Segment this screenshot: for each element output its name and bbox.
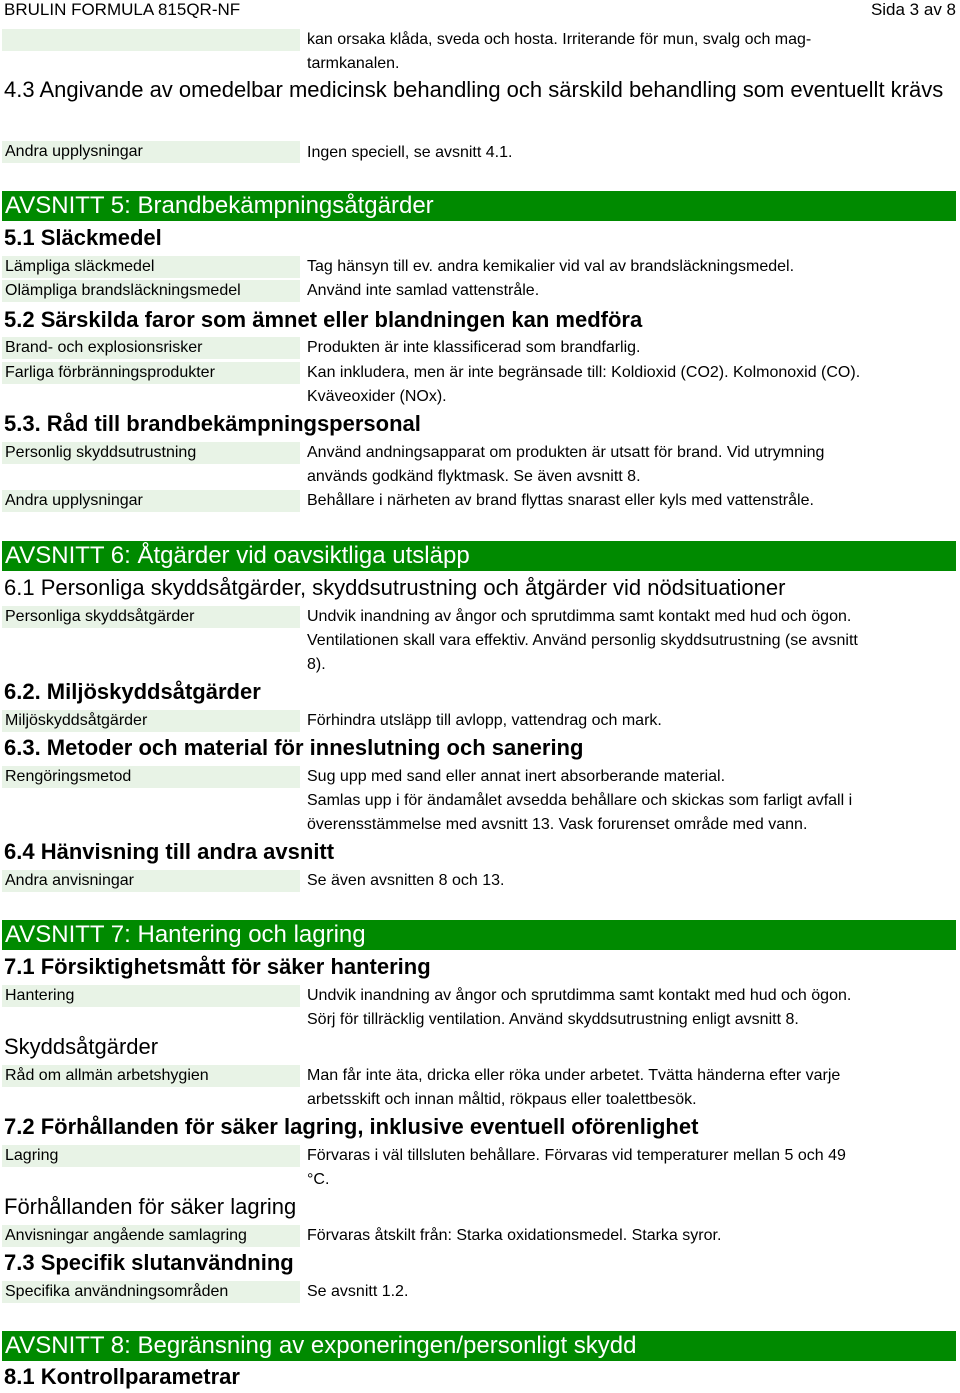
cleaning-method-value-line2: Samlas upp i för ändamålet avsedda behållare och skickas som farligt avfall i xyxy=(307,792,853,809)
storage-value-line2: °C. xyxy=(307,1171,330,1188)
unsuitable-media-value: Använd inte samlad vattenstråle. xyxy=(307,282,540,299)
product-name: BRULIN FORMULA 815QR-NF xyxy=(4,0,241,19)
co-storage-value: Förvaras åtskilt från: Starka oxidationsmedel. Starka syror. xyxy=(307,1227,722,1244)
ppe-label: Personlig skyddsutrustning xyxy=(2,442,300,464)
subsection-4-3-title: 4.3 Angivande av omedelbar medicinsk behandling och särskild behandling som eventuellt krävs xyxy=(4,77,944,102)
section-8-title: AVSNITT 8: Begränsning av exponeringen/personligt skydd xyxy=(2,1331,956,1361)
other-info-value: Ingen speciell, se avsnitt 4.1. xyxy=(307,144,513,161)
ppe-value-line1: Använd andningsapparat om produkten är utsatt för brand. Vid utrymning xyxy=(307,444,825,461)
cleaning-method-value-line1: Sug upp med sand eller annat inert absorberande material. xyxy=(307,768,726,785)
other-info-label-5: Andra upplysningar xyxy=(2,490,300,512)
co-storage-label: Anvisningar angående samlagring xyxy=(2,1225,300,1247)
cleaning-method-label: Rengöringsmetod xyxy=(2,766,300,788)
combustion-products-label: Farliga förbränningsprodukter xyxy=(2,362,300,384)
subsection-8-1-title: 8.1 Kontrollparametrar xyxy=(4,1364,240,1389)
combustion-products-value-line1: Kan inkludera, men är inte begränsade till: Koldioxid (CO2). Kolmonoxid (CO). xyxy=(307,364,861,381)
safe-storage-conditions-title: Förhållanden för säker lagring xyxy=(4,1194,297,1219)
section-6-title: AVSNITT 6: Åtgärder vid oavsiktliga utsläpp xyxy=(2,541,956,571)
subsection-7-2-title: 7.2 Förhållanden för säker lagring, inklusive eventuell oförenlighet xyxy=(4,1114,699,1139)
personal-precautions-value-line1: Undvik inandning av ångor och sprutdimma samt kontakt med hud och ögon. xyxy=(307,608,852,625)
continued-value: kan orsaka klåda, sveda och hosta. Irriterande för mun, svalg och mag-tarmkanalen. xyxy=(307,31,812,72)
subsection-7-3-title: 7.3 Specifik slutanvändning xyxy=(4,1250,294,1275)
specific-uses-label: Specifika användningsområden xyxy=(2,1281,300,1303)
unsuitable-media-label: Olämpliga brandsläckningsmedel xyxy=(2,280,300,302)
fire-risk-label: Brand- och explosionsrisker xyxy=(2,337,300,359)
subsection-6-3-title: 6.3. Metoder och material för inneslutning och sanering xyxy=(4,735,584,760)
specific-uses-value: Se avsnitt 1.2. xyxy=(307,1283,409,1300)
combustion-products-value-line2: Kväveoxider (NOx). xyxy=(307,388,447,405)
personal-precautions-value-line3: 8). xyxy=(307,656,326,673)
subsection-5-2-title: 5.2 Särskilda faror som ämnet eller blandningen kan medföra xyxy=(4,307,643,332)
subsection-7-1-title: 7.1 Försiktighetsmått för säker hantering xyxy=(4,954,431,979)
other-directions-label: Andra anvisningar xyxy=(2,870,300,892)
environmental-label: Miljöskyddsåtgärder xyxy=(2,710,300,732)
hygiene-value-line1: Man får inte äta, dricka eller röka under arbetet. Tvätta händerna efter varje xyxy=(307,1067,841,1084)
empty-label-cell xyxy=(2,29,300,51)
subsection-5-1-title: 5.1 Släckmedel xyxy=(4,225,162,250)
ppe-value-line2: används godkänd flyktmask. Se även avsnitt 8. xyxy=(307,468,641,485)
subsection-6-2-title: 6.2. Miljöskyddsåtgärder xyxy=(4,679,261,704)
subsection-5-3-title: 5.3. Råd till brandbekämpningspersonal xyxy=(4,411,421,436)
section-5-title: AVSNITT 5: Brandbekämpningsåtgärder xyxy=(2,191,956,221)
cleaning-method-value-line3: överensstämmelse med avsnitt 13. Vask forurenset område med vann. xyxy=(307,816,808,833)
protective-measures-title: Skyddsåtgärder xyxy=(4,1034,159,1059)
fire-risk-value: Produkten är inte klassificerad som brandfarlig. xyxy=(307,339,641,356)
page-header xyxy=(0,0,960,22)
other-info-label: Andra upplysningar xyxy=(2,141,300,163)
section-7-title: AVSNITT 7: Hantering och lagring xyxy=(2,920,956,950)
personal-precautions-value-line2: Ventilationen skall vara effektiv. Använd personlig skyddsutrustning (se avsnitt xyxy=(307,632,858,649)
storage-value-line1: Förvaras i väl tillsluten behållare. Förvaras vid temperaturer mellan 5 och 49 xyxy=(307,1147,846,1164)
suitable-media-value: Tag hänsyn till ev. andra kemikalier vid val av brandsläckningsmedel. xyxy=(307,258,795,275)
hygiene-value-line2: arbetsskift och innan måltid, rökpaus eller toalettbesök. xyxy=(307,1091,697,1108)
subsection-6-1-title: 6.1 Personliga skyddsåtgärder, skyddsutrustning och åtgärder vid nödsituationer xyxy=(4,575,786,600)
handling-value-line2: Sörj för tillräcklig ventilation. Använd skyddsutrustning enligt avsnitt 8. xyxy=(307,1011,799,1028)
other-info-value-5: Behållare i närheten av brand flyttas snarast eller kyls med vattenstråle. xyxy=(307,492,814,509)
page-number: Sida 3 av 8 xyxy=(870,0,956,19)
personal-precautions-label: Personliga skyddsåtgärder xyxy=(2,606,300,628)
suitable-media-label: Lämpliga släckmedel xyxy=(2,256,300,278)
other-directions-value: Se även avsnitten 8 och 13. xyxy=(307,872,505,889)
environmental-value: Förhindra utsläpp till avlopp, vattendrag och mark. xyxy=(307,712,662,729)
subsection-6-4-title: 6.4 Hänvisning till andra avsnitt xyxy=(4,839,335,864)
storage-label: Lagring xyxy=(2,1145,300,1167)
hygiene-label: Råd om allmän arbetshygien xyxy=(2,1065,300,1087)
handling-value-line1: Undvik inandning av ångor och sprutdimma samt kontakt med hud och ögon. xyxy=(307,987,852,1004)
handling-label: Hantering xyxy=(2,985,300,1007)
